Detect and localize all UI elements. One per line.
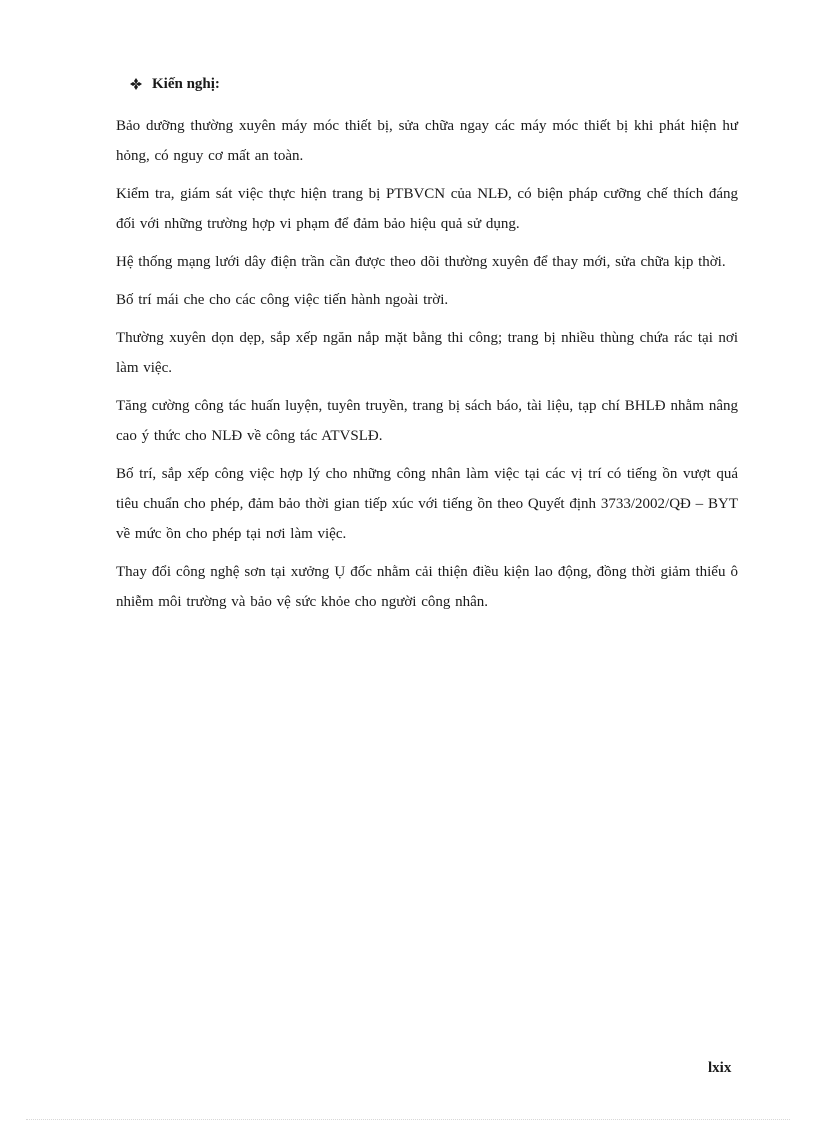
recommendations-body: [116, 111, 738, 625]
page-bottom-divider: [26, 1119, 790, 1120]
paragraph: Bảo dưỡng thường xuyên máy móc thiết bị, sửa chữa ngay các máy móc thiết bị khi phát hiện hư hỏng, có nguy cơ mất an toàn.: [116, 118, 738, 164]
heading-text: Kiến nghị:: [152, 76, 220, 92]
paragraph: Tăng cường công tác huấn luyện, tuyên truyền, trang bị sách báo, tài liệu, tạp chí BHLĐ nhằm nâng cao ý thức cho NLĐ về công tác ATVSLĐ.: [116, 398, 738, 444]
paragraph: Bố trí, sắp xếp công việc hợp lý cho những công nhân làm việc tại các vị trí có tiếng ồn vượt quá tiêu chuẩn cho phép, đảm bảo thời gian tiếp xúc với tiếng ồn theo Quyết định 3733/2002/QĐ – BYT về mức ồn cho phép tại nơi làm việc.: [116, 466, 738, 542]
paragraph: Thường xuyên dọn dẹp, sắp xếp ngăn nắp mặt bằng thi công; trang bị nhiều thùng chứa rác tại nơi làm việc.: [116, 330, 738, 376]
diamond-dots-icon: [130, 78, 142, 92]
page-number: lxix: [708, 1060, 732, 1076]
paragraph: Bố trí mái che cho các công việc tiến hành ngoài trời.: [116, 292, 449, 308]
paragraph: Thay đổi công nghệ sơn tại xưởng Ụ đốc nhằm cải thiện điều kiện lao động, đồng thời giảm thiểu ô nhiễm môi trường và bảo vệ sức khỏe cho người công nhân.: [116, 564, 738, 610]
section-heading: [130, 76, 220, 93]
paragraph: Hệ thống mạng lưới dây điện trần cần được theo dõi thường xuyên để thay mới, sửa chữa kịp thời.: [116, 254, 726, 270]
paragraph: Kiểm tra, giám sát việc thực hiện trang bị PTBVCN của NLĐ, có biện pháp cưỡng chế thích đáng đối với những trường hợp vi phạm để đảm bảo hiệu quả sử dụng.: [116, 186, 738, 232]
